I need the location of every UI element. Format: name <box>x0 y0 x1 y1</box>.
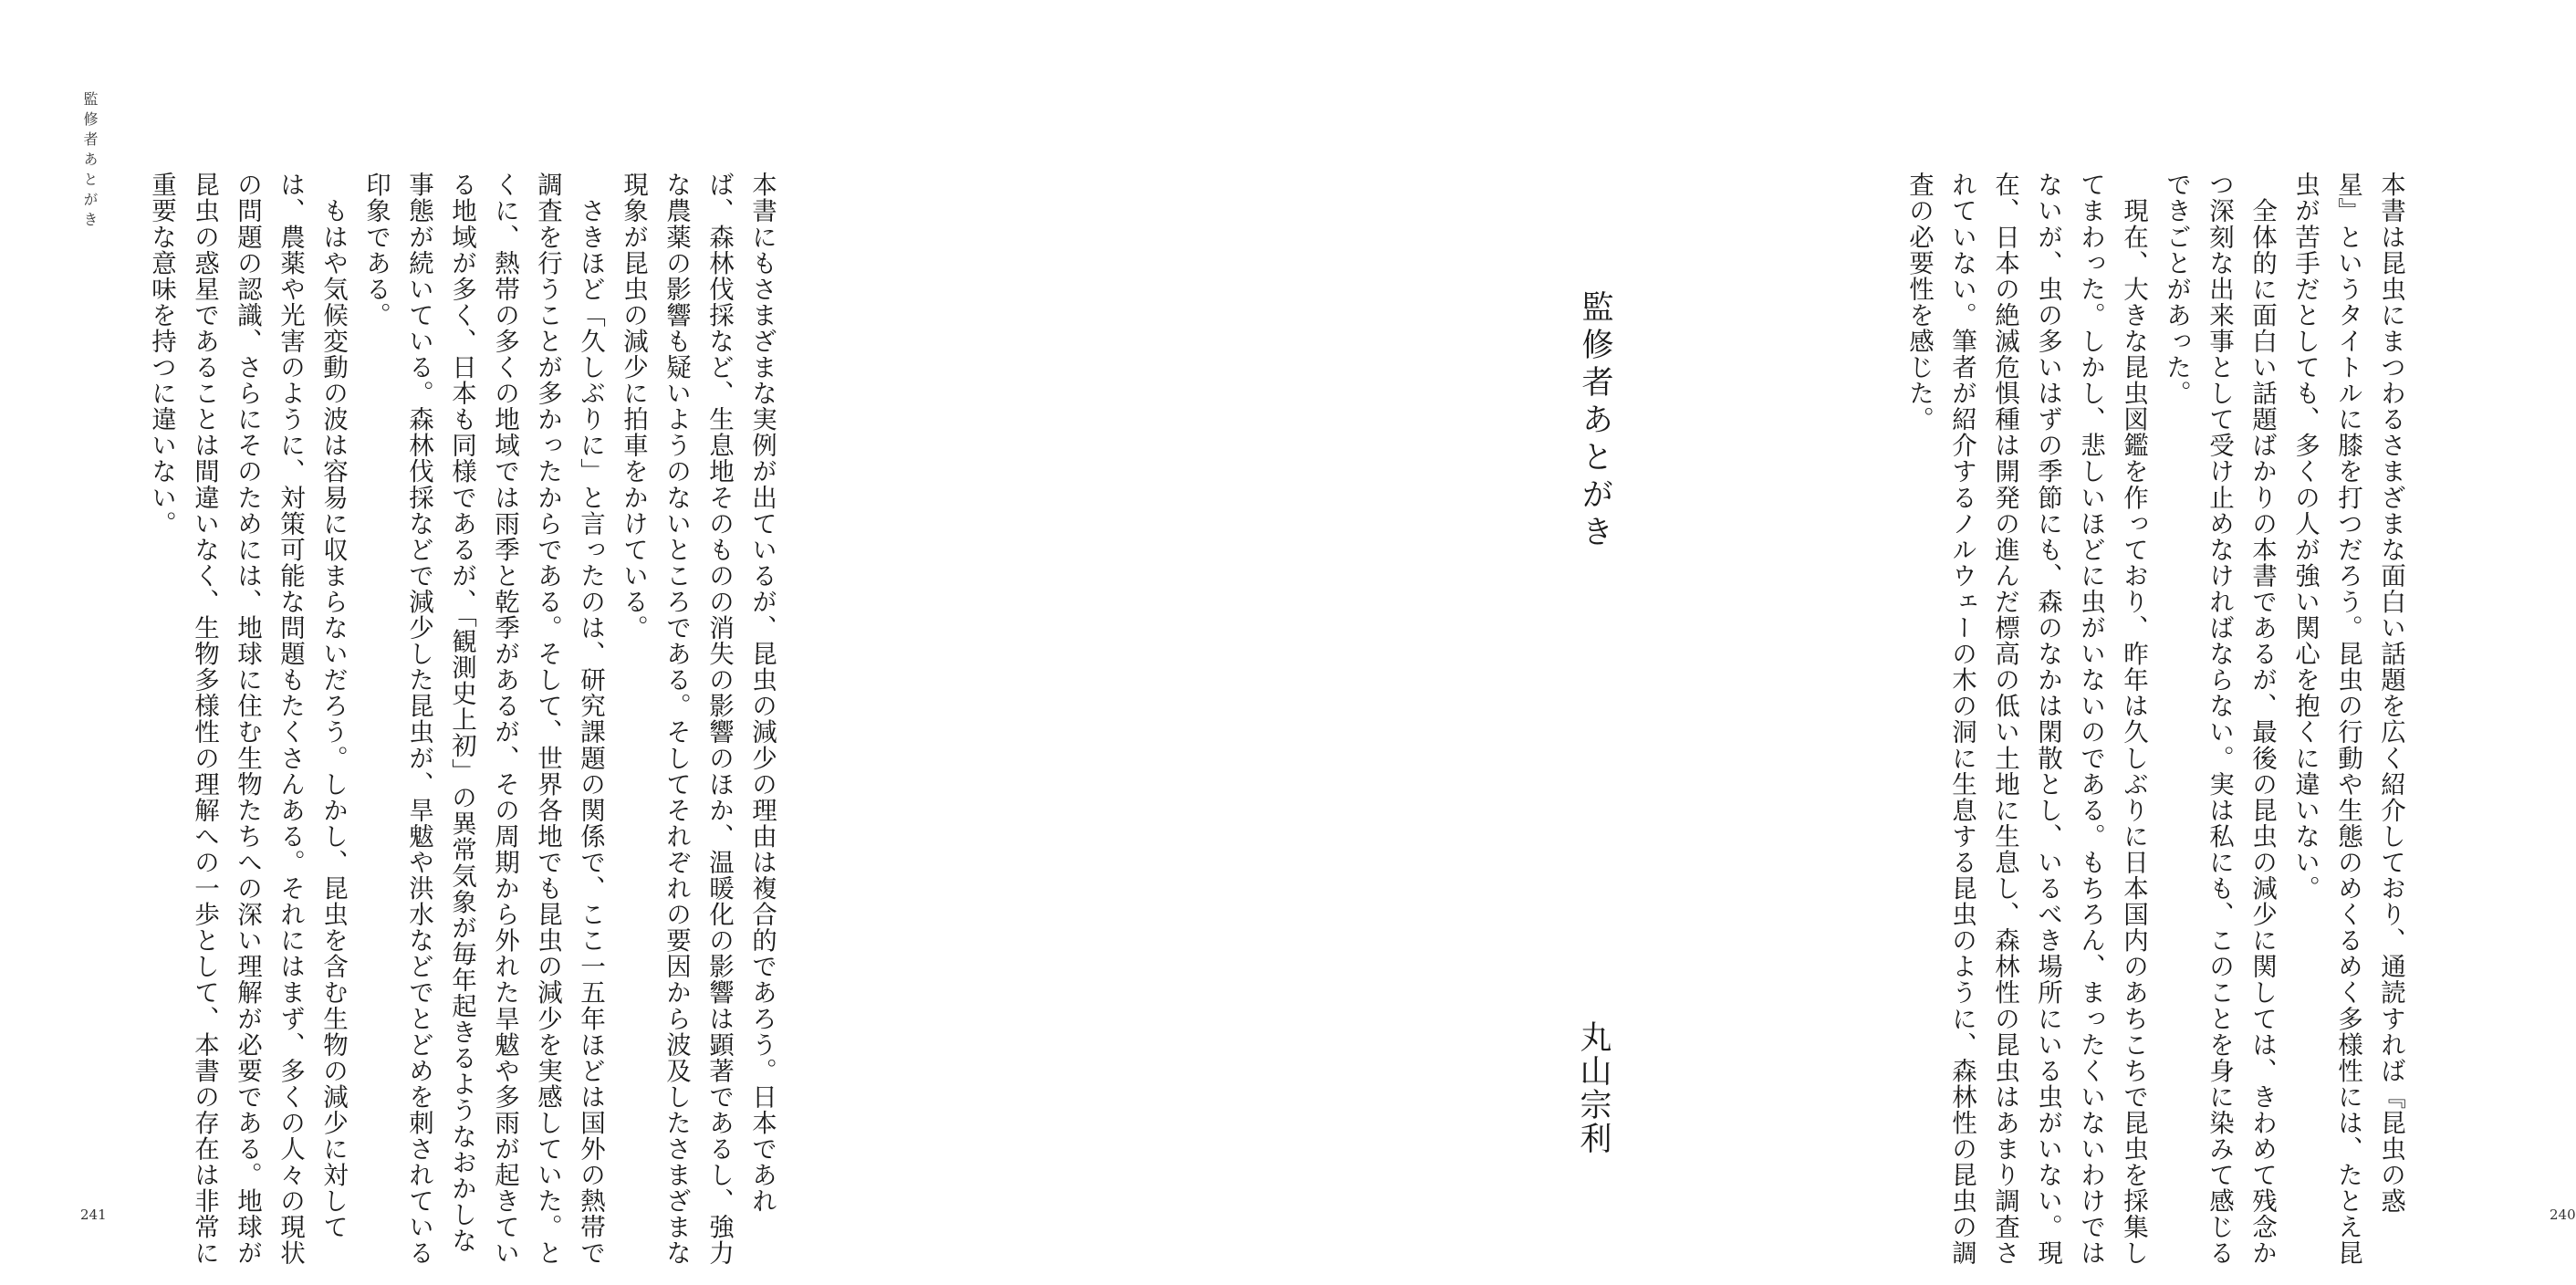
author-name: 丸山宗利 <box>1575 1020 1611 1155</box>
chapter-title: 監修者あとがき <box>1577 290 1613 552</box>
running-header: 監修者あとがき <box>81 91 99 232</box>
page-number-right: 240 <box>2550 1207 2576 1223</box>
right-body-text: 本書は昆虫にまつわるさまざまな面白い話題を広く紹介しており、通読すれば『昆虫の惑 星』というタイトルに膝を打つだろう。昆虫の行動や生態のめくるめく多様性には、たとえ昆 虫が苦手だとしても、多くの人が強い関心を抱くに違いない。 全体的に面白い話題ばかりの本書であるが、最後の昆虫の減少に関しては、きわめて残念か つ深刻な出来事として受け止めなければならない。実は私にも、このことを身に染みて感じる できごとがあった。 現在、大きな昆虫図鑑を作っており、昨年は久しぶりに日本国内のあちこちで昆虫を採集し てまわった。しかし、悲しいほどに虫がいないのである。もちろん、まったくいないわけでは ないが、虫の多いはずの季節にも、森のなかは閑散とし、いるべき場所にいる虫がいない。現 在、日本の絶滅危惧種は開発の進んだ標高の低い土地に生息し、森林性の昆虫はあまり調査さ れていない。筆者が紹介するノルウェーの木の洞に生息する昆虫のように、森林性の昆虫の調 査の必要性を感じた。 <box>1904 172 2405 1267</box>
left-page <box>0 0 881 1285</box>
right-page <box>881 0 2576 1285</box>
page-number-left: 241 <box>80 1207 107 1223</box>
left-body-text: 本書にもさまざまな実例が出ているが、昆虫の減少の理由は複合的であろう。日本であれ ば、森林伐採など、生息地そのものの消失の影響のほか、温暖化の影響は顕著であるし、強力 な農薬の影響も疑いようのないところである。そしてそれぞれの要因から波及したさまざまな 現象が昆虫の減少に拍車をかけている。 さきほど「久しぶりに」と言ったのは、研究課題の関係で、ここ一五年ほどは国外の熱帯で 調査を行うことが多かったからである。そして、世界各地でも昆虫の減少を実感していた。と くに、熱帯の多くの地域では雨季と乾季があるが、その周期から外れた旱魃や多雨が起きてい る地域が多く、日本も同様であるが、「観測史上初」の異常気象が毎年起きるようなおかしな 事態が続いている。森林伐採などで減少した昆虫が、旱魃や洪水などでとどめを刺されている 印象である。 もはや気候変動の波は容易に収まらないだろう。しかし、昆虫を含む生物の減少に対して は、農薬や光害のように、対策可能な問題もたくさんある。それにはまず、多くの人々の現状 の問題の認識、さらにそのためには、地球に住む生物たちへの深い理解が必要である。地球が 昆虫の惑星であることは間違いなく、生物多様性の理解への一歩として、本書の存在は非常に 重要な意味を持つに違いない。 <box>147 172 777 1267</box>
